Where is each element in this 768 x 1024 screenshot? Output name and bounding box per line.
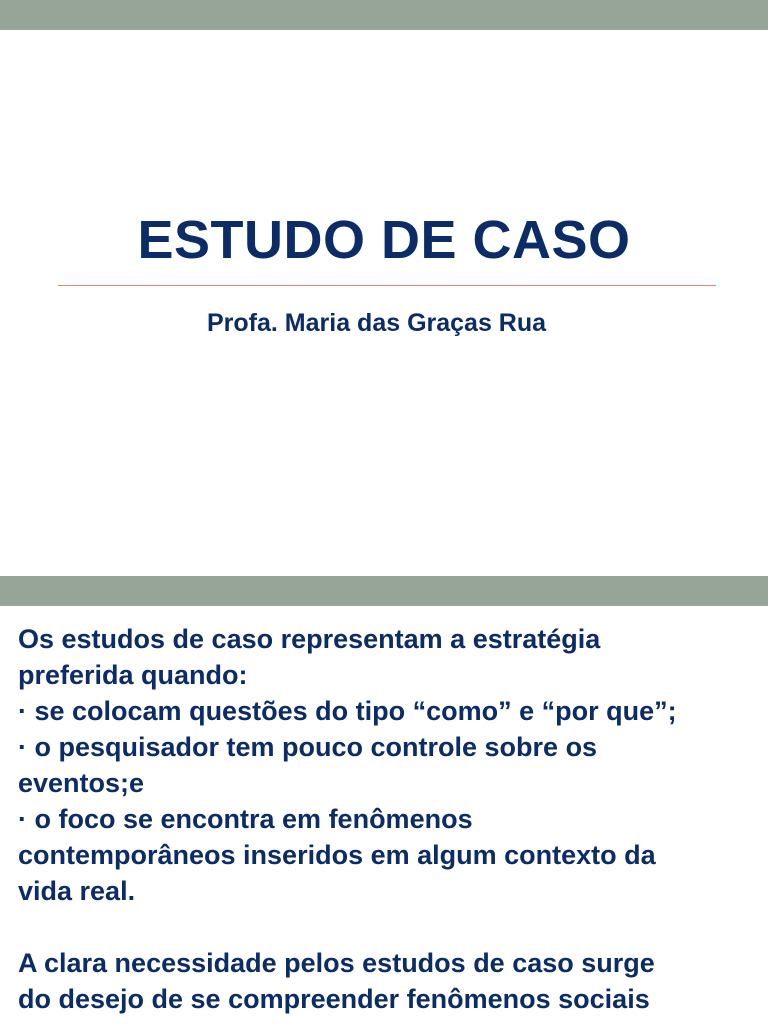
slide-title: ESTUDO DE CASO [137,210,631,270]
bullet-line: · o pesquisador tem pouco controle sobre os [18,732,598,762]
body-line: Os estudos de caso representam a estratégia [18,624,601,654]
body-line: do desejo de se compreender fenômenos sociais [18,984,650,1014]
title-divider [58,285,716,286]
body-line: vida real. [18,876,136,906]
body-line: A clara necessidade pelos estudos de caso surge [18,948,655,978]
paragraph-gap [18,909,758,945]
content-slide [0,576,768,1024]
bullet-line: · se colocam questões do tipo “como” e “por que”; [18,696,677,726]
body-line: contemporâneos inseridos em algum contexto da [18,840,656,870]
body-line: preferida quando: [18,660,248,690]
bullet-line: · o foco se encontra em fenômenos [18,804,473,834]
body-line: eventos;e [18,768,145,798]
slide-subtitle: Profa. Maria das Graças Rua [207,309,547,337]
slide-top-bar [0,0,768,30]
slide-body-text [18,621,758,1017]
slide-top-bar [0,576,768,606]
